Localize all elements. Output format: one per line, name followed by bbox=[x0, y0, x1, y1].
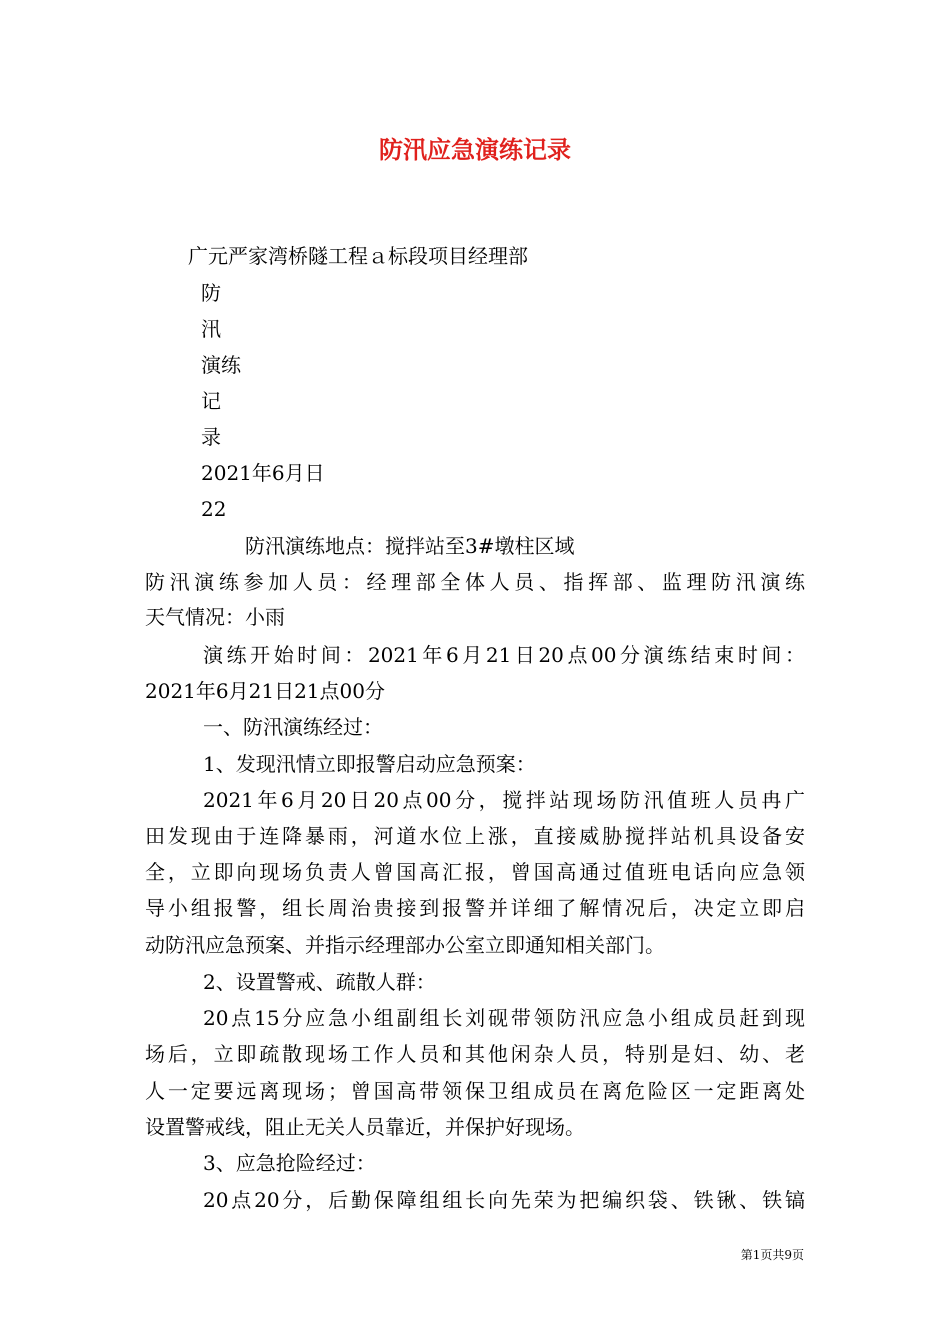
paragraph-line: 设置警戒线，阻止无关人员靠近，并保护好现场。 bbox=[145, 1115, 585, 1139]
paragraph-line: 20点20分，后勤保障组组长向先荣为把编织袋、铁锹、铁镐 bbox=[203, 1188, 805, 1212]
cover-title-line: 防 bbox=[201, 281, 221, 305]
drill-location: 防汛演练地点：搅拌站至3#墩柱区域 bbox=[245, 534, 575, 558]
cover-title-line: 汛 bbox=[201, 317, 221, 341]
paragraph-line: 20点15分应急小组副组长刘砚带领防汛应急小组成员赶到现 bbox=[203, 1006, 805, 1030]
subsection-heading: 1、发现汛情立即报警启动应急预案： bbox=[203, 752, 536, 776]
paragraph-line: 2021年6月20日20点00分，搅拌站现场防汛值班人员冉广 bbox=[203, 788, 805, 812]
paragraph-line: 全，立即向现场负责人曾国高汇报，曾国高通过值班电话向应急领 bbox=[145, 860, 805, 884]
paragraph-line: 场后，立即疏散现场工作人员和其他闲杂人员，特别是妇、幼、老 bbox=[145, 1042, 805, 1066]
cover-title-line: 记 bbox=[201, 389, 221, 413]
drill-weather: 天气情况：小雨 bbox=[145, 605, 285, 629]
page-number: 第1页共9页 bbox=[740, 1248, 804, 1262]
paragraph-line: 导小组报警，组长周治贵接到报警并详细了解情况后，决定立即启 bbox=[145, 896, 805, 920]
subsection-heading: 3、应急抢险经过： bbox=[203, 1151, 376, 1175]
cover-date-day: 22 bbox=[201, 497, 227, 521]
document-title: 防汛应急演练记录 bbox=[379, 135, 571, 164]
drill-participants: 防汛演练参加人员：经理部全体人员、指挥部、监理防汛演练 bbox=[145, 570, 805, 594]
section-heading: 一、防汛演练经过： bbox=[203, 715, 383, 739]
cover-unit: 广元严家湾桥隧工程ａ标段项目经理部 bbox=[188, 244, 528, 268]
drill-time-end: 2021年6月21日21点00分 bbox=[145, 679, 385, 703]
cover-title-line: 录 bbox=[201, 425, 221, 449]
subsection-heading: 2、设置警戒、疏散人群： bbox=[203, 970, 436, 994]
cover-date: 2021年6月日 bbox=[201, 461, 325, 485]
drill-time-start: 演练开始时间：2021年6月21日20点00分演练结束时间： bbox=[203, 643, 805, 667]
paragraph-line: 动防汛应急预案、并指示经理部办公室立即通知相关部门。 bbox=[145, 933, 665, 957]
cover-title-line: 演练 bbox=[201, 353, 241, 377]
paragraph-line: 田发现由于连降暴雨，河道水位上涨，直接威胁搅拌站机具设备安 bbox=[145, 824, 805, 848]
paragraph-line: 人一定要远离现场；曾国高带领保卫组成员在离危险区一定距离处 bbox=[145, 1079, 805, 1103]
